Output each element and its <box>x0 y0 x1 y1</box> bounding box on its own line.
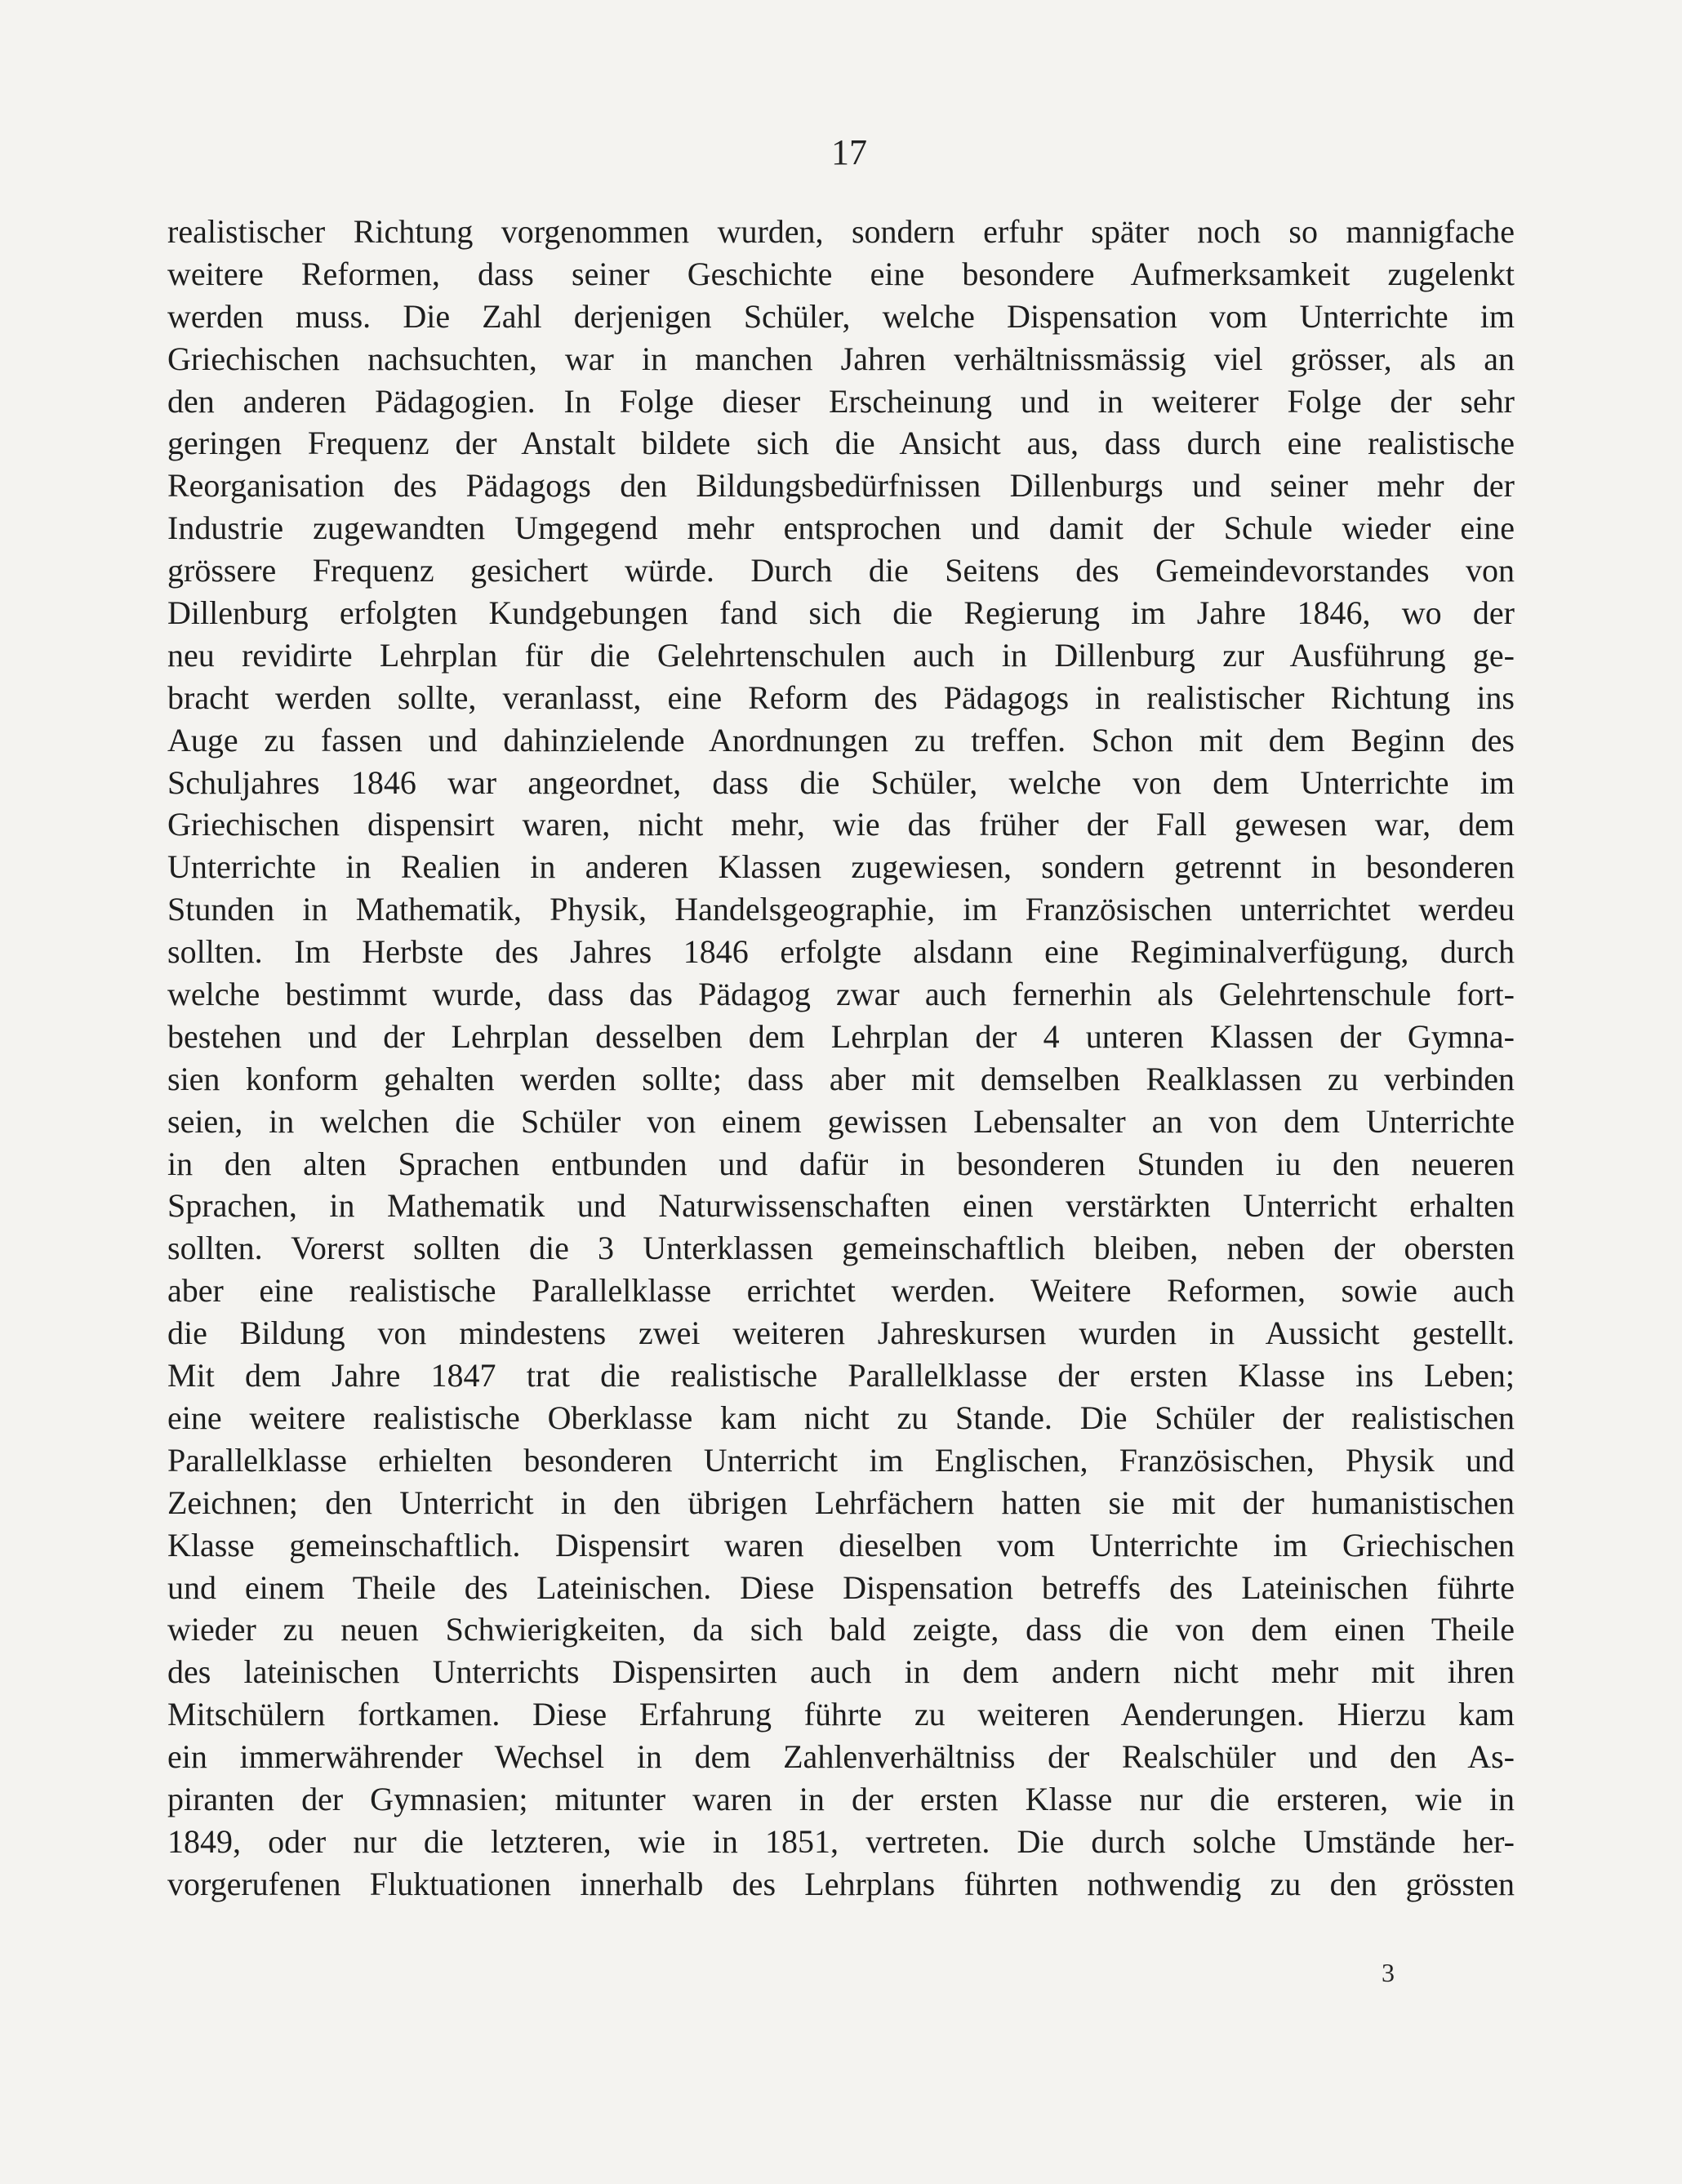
text-line: des lateinischen Unterrichts Dispensirten auch in dem andern nicht mehr mit ihren <box>167 1653 1515 1691</box>
text-line: Zeichnen; den Unterricht in den übrigen Lehrfächern hatten sie mit der humanistischen <box>167 1483 1515 1521</box>
text-line: grössere Frequenz gesichert würde. Durch die Seitens des Gemeindevorstandes von <box>167 552 1515 589</box>
text-line: weitere Reformen, dass seiner Geschichte eine besondere Aufmerksamkeit zugelenkt <box>167 255 1515 292</box>
text-line: werden muss. Die Zahl derjenigen Schüler, welche Dispensation vom Unterrichte im <box>167 297 1515 335</box>
text-line: ein immerwährender Wechsel in dem Zahlenverhältniss der Realschüler und den As- <box>167 1738 1515 1776</box>
text-line: Dillenburg erfolgten Kundgebungen fand sich die Regierung im Jahre 1846, wo der <box>167 594 1515 632</box>
text-line: vorgerufenen Fluktuationen innerhalb des Lehrplans führten nothwendig zu den grössten <box>167 1865 1515 1902</box>
text-line: sollten. Im Herbste des Jahres 1846 erfolgte alsdann eine Regiminalverfügung, durch <box>167 933 1515 971</box>
text-line: Griechischen dispensirt waren, nicht mehr, wie das früher der Fall gewesen war, dem <box>167 806 1515 843</box>
body-text <box>167 211 1515 1906</box>
text-line: seien, in welchen die Schüler von einem gewissen Lebensalter an von dem Unterrichte <box>167 1102 1515 1140</box>
text-line: in den alten Sprachen entbunden und dafür in besonderen Stunden iu den neueren <box>167 1145 1515 1182</box>
text-line: aber eine realistische Parallelklasse errichtet werden. Weitere Reformen, sowie auch <box>167 1272 1515 1310</box>
text-line: bestehen und der Lehrplan desselben dem Lehrplan der 4 unteren Klassen der Gymna- <box>167 1017 1515 1055</box>
text-line: Unterrichte in Realien in anderen Klassen zugewiesen, sondern getrennt in besonderen <box>167 848 1515 886</box>
text-line: Auge zu fassen und dahinzielende Anordnungen zu treffen. Schon mit dem Beginn des <box>167 721 1515 758</box>
text-line: Reorganisation des Pädagogs den Bildungsbedürfnissen Dillenburgs und seiner mehr der <box>167 467 1515 505</box>
text-line: 1849, oder nur die letzteren, wie in 1851, vertreten. Die durch solche Umstände her- <box>167 1822 1515 1860</box>
text-line: neu revidirte Lehrplan für die Gelehrtenschulen auch in Dillenburg zur Ausführung ge- <box>167 636 1515 674</box>
text-line: die Bildung von mindestens zwei weiteren Jahreskursen wurden in Aussicht gestellt. <box>167 1314 1515 1352</box>
text-line: geringen Frequenz der Anstalt bildete sich die Ansicht aus, dass durch eine realistische <box>167 425 1515 462</box>
page-number: 17 <box>831 132 867 172</box>
text-line: und einem Theile des Lateinischen. Diese Dispensation betreffs des Lateinischen führte <box>167 1568 1515 1606</box>
signature-mark: 3 <box>1382 1958 1395 1987</box>
text-line: Mitschülern fortkamen. Diese Erfahrung führte zu weiteren Aenderungen. Hierzu kam <box>167 1696 1515 1733</box>
text-line: realistischer Richtung vorgenommen wurden, sondern erfuhr später noch so mannigfache <box>167 213 1515 250</box>
text-line: piranten der Gymnasien; mitunter waren in der ersten Klasse nur die ersteren, wie in <box>167 1780 1515 1817</box>
text-line: Schuljahres 1846 war angeordnet, dass die Schüler, welche von dem Unterrichte im <box>167 763 1515 801</box>
text-line: eine weitere realistische Oberklasse kam nicht zu Stande. Die Schüler der realistischen <box>167 1399 1515 1436</box>
text-line: den anderen Pädagogien. In Folge dieser Erscheinung und in weiterer Folge der sehr <box>167 382 1515 420</box>
text-line: wieder zu neuen Schwierigkeiten, da sich bald zeigte, dass die von dem einen Theile <box>167 1611 1515 1648</box>
text-line: Klasse gemeinschaftlich. Dispensirt waren dieselben vom Unterrichte im Griechischen <box>167 1526 1515 1563</box>
text-line: Sprachen, in Mathematik und Naturwissenschaften einen verstärkten Unterricht erhalten <box>167 1187 1515 1225</box>
text-line: Parallelklasse erhielten besonderen Unterricht im Englischen, Französischen, Physik und <box>167 1441 1515 1479</box>
text-line: sollten. Vorerst sollten die 3 Unterklassen gemeinschaftlich bleiben, neben der obersten <box>167 1230 1515 1267</box>
text-line: Stunden in Mathematik, Physik, Handelsgeographie, im Französischen unterrichtet werdeu <box>167 891 1515 928</box>
text-line: bracht werden sollte, veranlasst, eine Reform des Pädagogs in realistischer Richtung ins <box>167 678 1515 716</box>
text-line: Griechischen nachsuchten, war in manchen Jahren verhältnissmässig viel grösser, als an <box>167 340 1515 377</box>
text-line: welche bestimmt wurde, dass das Pädagog zwar auch fernerhin als Gelehrtenschule fort- <box>167 976 1515 1013</box>
text-line: sien konform gehalten werden sollte; dass aber mit demselben Realklassen zu verbinden <box>167 1060 1515 1097</box>
text-line: Industrie zugewandten Umgegend mehr entsprochen und damit der Schule wieder eine <box>167 509 1515 547</box>
text-line: Mit dem Jahre 1847 trat die realistische Parallelklasse der ersten Klasse ins Leben; <box>167 1357 1515 1394</box>
